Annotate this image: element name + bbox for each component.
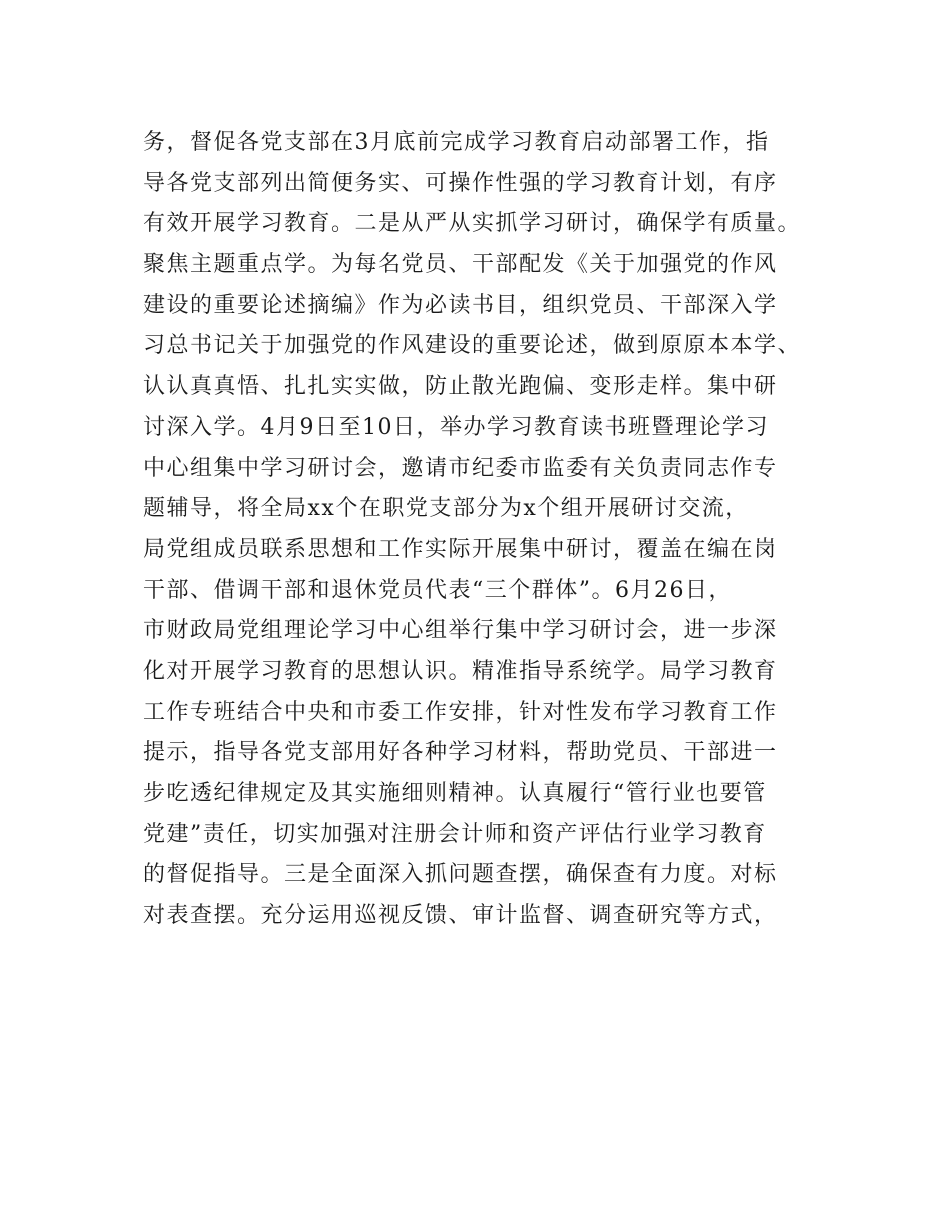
text-line: 有效开展学习教育。二是从严从实抓学习研讨，确保学有质量。 (143, 211, 802, 237)
text-line: 步吃透纪律规定及其实施细则精神。认真履行“管行业也要管 (143, 781, 767, 806)
text-line: 党建”责任，切实加强对注册会计师和资产评估行业学习教育 (143, 821, 767, 847)
text-line: 局党组成员联系思想和工作实际开展集中研讨，覆盖在编在岗 (143, 536, 778, 562)
text-line: 题辅导，将全局xx个在职党支部分为x个组开展研讨交流， (143, 496, 749, 522)
text-line: 中心组集中学习研讨会，邀请市纪委市监委有关负责同志作专 (143, 455, 778, 481)
text-line: 提示，指导各党支部用好各种学习材料，帮助党员、干部进一 (143, 740, 778, 766)
text-line: 建设的重要论述摘编》作为必读书目，组织党员、干部深入学 (143, 292, 778, 318)
text-line: 的督促指导。三是全面深入抓问题查摆，确保查有力度。对标 (143, 862, 778, 888)
text-line: 习总书记关于加强党的作风建设的重要论述，做到原原本本学、 (143, 333, 802, 359)
text-line: 聚焦主题重点学。为每名党员、干部配发《关于加强党的作风 (143, 252, 778, 278)
text-line: 市财政局党组理论学习中心组举行集中学习研讨会，进一步深 (143, 618, 778, 644)
text-line: 讨深入学。4月9日至10日，举办学习教育读书班暨理论学习 (143, 414, 769, 440)
body-text (143, 123, 843, 937)
text-line: 化对开展学习教育的思想认识。精准指导系统学。局学习教育 (143, 658, 778, 684)
text-line: 对表查摆。充分运用巡视反馈、审计监督、调查研究等方式， (143, 903, 778, 929)
text-line: 务，督促各党支部在3月底前完成学习教育启动部署工作，指 (143, 130, 770, 155)
text-line: 工作专班结合中央和市委工作安排，针对性发布学习教育工作 (143, 699, 778, 725)
text-line: 认认真真悟、扎扎实实做，防止散光跑偏、变形走样。集中研 (143, 374, 778, 400)
text-line: 导各党支部列出简便务实、可操作性强的学习教育计划，有序 (143, 170, 778, 196)
text-line: 干部、借调干部和退休党员代表“三个群体”。6月26日， (143, 577, 732, 603)
